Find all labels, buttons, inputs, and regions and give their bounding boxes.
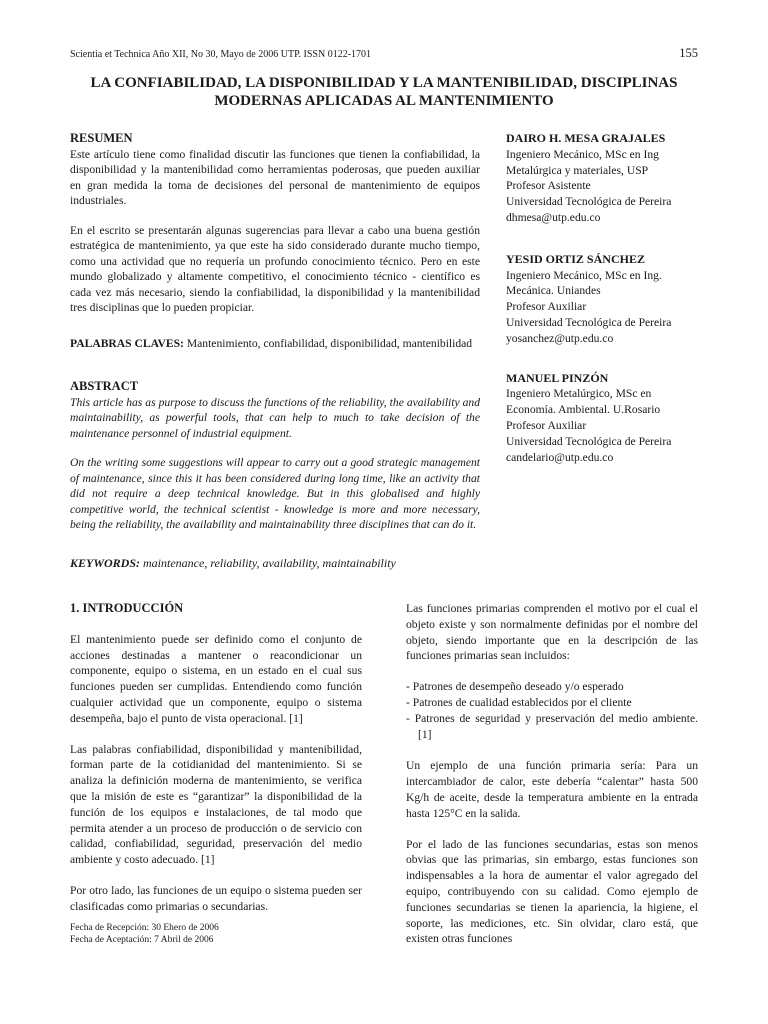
author-university: Universidad Tecnológica de Pereira (506, 195, 672, 209)
palabras-claves-text: Mantenimiento, confiabilidad, disponibilidad, mantenibilidad (186, 337, 473, 350)
intro-paragraph-2: Las palabras confiabilidad, disponibilidad y mantenibilidad, forman parte de la cotidianidad del mantenimiento. Si se analiza la definición moderna de mantenimiento, se verifica que la misión de este es “garantizar” la disponibilidad de la función de los equipos e instalaciones, de tal modo que permita atender a un proceso de producción o de servicio con calidad, confiabilidad, seguridad, preservación del medio ambiente y costo adecuado. [1] (70, 742, 362, 867)
keywords-label: KEYWORDS: (70, 556, 141, 570)
list-item: - Patrones de cualidad establecidos por el cliente (406, 695, 632, 709)
received-date: Fecha de Recepción: 30 Ehero de 2006 (70, 923, 219, 933)
author-university: Universidad Tecnológica de Pereira (506, 434, 672, 448)
intro-paragraph-1: El mantenimiento puede ser definido como el conjunto de acciones destinadas a mantener o reacondicionar un componente, equipo o sistema, en un estado en el cual sus funciones pueden ser cumplidas. Entendiendo como función cualquier actividad que un componente, equipo o sistema desempeña, bajo el punto de vista operacional. [1] (70, 632, 362, 725)
palabras-claves-label: PALABRAS CLAVES: (70, 337, 184, 350)
accepted-date: Fecha de Aceptación: 7 Abril de 2006 (70, 935, 214, 945)
primary-function-patterns-list (406, 679, 698, 742)
author-name: MANUEL PINZÓN (506, 370, 609, 385)
author-email: candelario@utp.edu.co (506, 450, 614, 464)
author-degree: Ingeniero Mecánico, MSc en Ing. (506, 268, 662, 282)
author-position: Profesor Auxiliar (506, 418, 587, 432)
right-paragraph-3: Por el lado de las funciones secundarias, estas son menos obvias que las primarias, sin embargo, estas funciones son indispensables a la hora de aumentar el valor agregado del equipo, contribuyendo con su calidad. Como ejemplo de funciones secundarias se tienen la apariencia, la higiene, el soporte, las mediciones, etc. Sin olvidar, claro está, que existen otras funciones (406, 837, 698, 946)
author-name: YESID ORTIZ SÁNCHEZ (506, 251, 645, 266)
author-2 (506, 252, 706, 347)
body-right-column (406, 601, 698, 962)
author-1 (506, 131, 706, 226)
authors-block (506, 131, 706, 481)
keywords-line (70, 556, 698, 571)
resumen-paragraph-2: En el escrito se presentarán algunas sugerencias para llevar a cabo una buena gestión estratégica de mantenimiento, ya que este ha sido considerado durante mucho tiempo, como una actividad que no requería un profundo conocimiento técnico. Pero en este mundo globalizado y altamente competitivo, el conocimiento técnico - científico es cada vez más necesario, siendo la confiabilidad, la disponibilidad y la mantenibilidad tres disciplinas que lo pueden propiciar. (70, 223, 480, 314)
palabras-claves (70, 336, 480, 352)
keywords-text: maintenance, reliability, availability, maintainability (143, 556, 396, 570)
journal-citation: Scientia et Technica Año XII, No 30, Mayo de 2006 UTP. ISSN 0122-1701 (70, 49, 372, 60)
title-line-1: LA CONFIABILIDAD, LA DISPONIBILIDAD Y LA MANTENIBILIDAD, DISCIPLINAS (90, 75, 678, 91)
right-paragraph-1: Las funciones primarias comprenden el motivo por el cual el objeto existe y son normalmente definidas por el nombre del objeto, siendo importante que en la descripción de las funciones primarias sean incluidos: (406, 602, 698, 663)
author-degree: Ingeniero Metalúrgico, MSc en (506, 387, 652, 401)
running-header (70, 46, 698, 61)
author-degree-field: Mecánica. Uniandes (506, 284, 601, 298)
author-email: dhmesa@utp.edu.co (506, 210, 601, 224)
list-item: - Patrones de seguridad y preservación del medio ambiente. [1] (406, 711, 698, 741)
author-3 (506, 371, 706, 466)
section-heading-introduccion: 1. INTRODUCCIÓN (70, 601, 184, 615)
author-position: Profesor Auxiliar (506, 300, 587, 314)
abstract-paragraph-1: This article has as purpose to discuss the functions of the reliability, the availability and maintainability, as powerful tools, that can help to much to take decision of the maintenance personnel of industrial equipment. (70, 395, 480, 440)
abstract-paragraph-2: On the writing some suggestions will appear to carry out a good strategic management of maintenance, since this it has been considered during long time, like an activity that did not require a deep technical knowledge. But in this globalised and highly competitive world, the technical scientist - knowledge is more and more necessary, being the reliability, the availability and maintainability three disciplines that can do it. (70, 456, 480, 531)
intro-paragraph-3: Por otro lado, las funciones de un equipo o sistema pueden ser clasificadas como primarias o secundarias. (70, 883, 362, 913)
abstract-section (70, 379, 480, 533)
list-item: - Patrones de desempeño deseado y/o esperado (406, 680, 624, 694)
title-line-2: MODERNAS APLICADAS AL MANTENIMIENTO (214, 93, 554, 109)
author-name: DAIRO H. MESA GRAJALES (506, 131, 666, 145)
author-email: yosanchez@utp.edu.co (506, 331, 614, 345)
author-position: Profesor Asistente (506, 179, 591, 193)
author-university: Universidad Tecnológica de Pereira (506, 315, 672, 329)
author-degree-field: Metalúrgica y materiales, USP (506, 163, 649, 177)
page-number: 155 (679, 46, 698, 60)
submission-dates (70, 922, 219, 946)
paper-title (70, 74, 698, 110)
abstract-heading: ABSTRACT (70, 379, 139, 393)
resumen-heading: RESUMEN (70, 131, 133, 145)
resumen-paragraph-1: Este artículo tiene como finalidad discutir las funciones que tienen la confiabilidad, la disponibilidad y la mantenibilidad como herramientas poderosas, que pueden auxiliar en gran medida la toma de decisiones del personal de mantenimiento de equipos industriales. (70, 147, 480, 207)
resumen-section (70, 131, 480, 316)
author-degree-field: Economía. Ambiental. U.Rosario (506, 403, 661, 417)
right-paragraph-2: Un ejemplo de una función primaria sería: Para un intercambiador de calor, este debería “calentar” hasta 500 Kg/h de aceite, desde la temperatura ambiente en la entrada hasta 125°C en la salida. (406, 759, 698, 820)
body-left-column (70, 601, 362, 930)
author-degree: Ingeniero Mecánico, MSc en Ing (506, 147, 659, 161)
